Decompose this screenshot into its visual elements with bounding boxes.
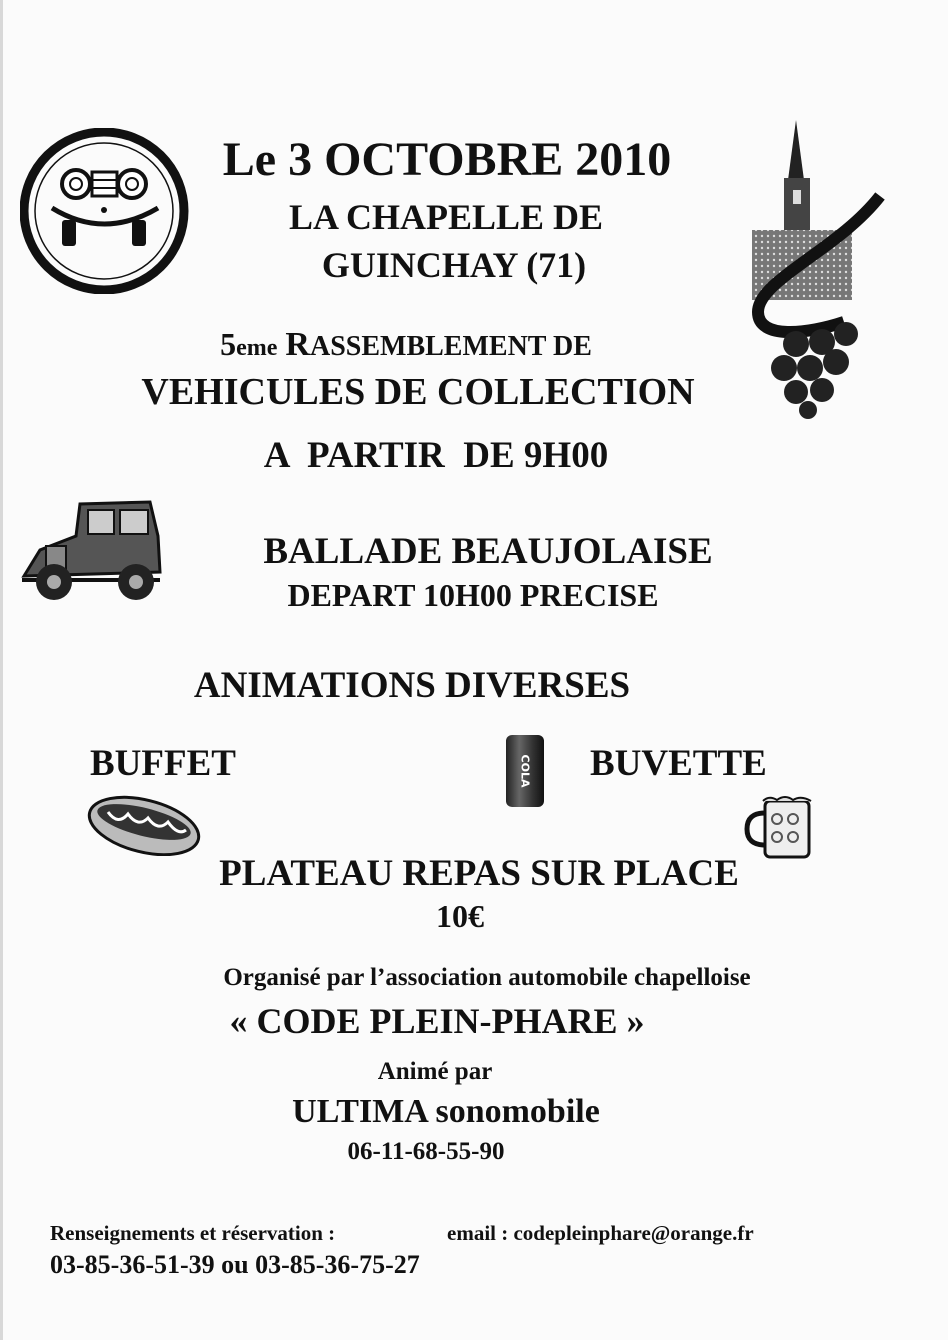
animator-name: ULTIMA sonomobile bbox=[292, 1093, 600, 1130]
vintage-car-icon bbox=[20, 496, 165, 606]
contact-info-label: Renseignements et réservation : bbox=[50, 1221, 336, 1245]
rally-initial: R bbox=[285, 326, 310, 363]
cola-can-text: COLA bbox=[518, 754, 532, 788]
plateau-price: 10€ bbox=[436, 898, 484, 934]
animator-phone: 06-11-68-55-90 bbox=[347, 1138, 505, 1165]
ballade-departure: DEPART 10H00 PRECISE bbox=[287, 577, 659, 613]
event-place-line2: GUINCHAY (71) bbox=[321, 245, 587, 285]
beer-mug-icon bbox=[743, 795, 819, 861]
organizer-name: « CODE PLEIN-PHARE » bbox=[229, 1001, 645, 1041]
contact-email[interactable]: email : codepleinphare@orange.fr bbox=[447, 1221, 754, 1245]
rally-start-time: A PARTIR DE 9H00 bbox=[263, 435, 609, 476]
event-place-line1: LA CHAPELLE DE bbox=[288, 197, 604, 237]
buvette-label: BUVETTE bbox=[590, 743, 767, 784]
scan-edge bbox=[0, 0, 3, 1340]
church-grapes-icon bbox=[748, 120, 888, 420]
rally-title-line2: VEHICULES DE COLLECTION bbox=[141, 371, 695, 413]
rally-number: 5 bbox=[220, 326, 237, 362]
animations-heading: ANIMATIONS DIVERSES bbox=[193, 665, 631, 706]
rally-title-rest: ASSEMBLEMENT DE bbox=[309, 331, 592, 362]
organizer-intro: Organisé par l’association automobile chapelloise bbox=[223, 964, 751, 991]
buffet-label: BUFFET bbox=[90, 743, 236, 784]
club-logo-icon bbox=[20, 128, 190, 294]
hotdog-icon bbox=[86, 792, 204, 856]
animated-by-label: Animé par bbox=[377, 1058, 493, 1085]
contact-phones: 03-85-36-51-39 ou 03-85-36-75-27 bbox=[50, 1250, 420, 1279]
ballade-title: BALLADE BEAUJOLAISE bbox=[263, 531, 713, 572]
rally-title-line1 bbox=[220, 326, 592, 364]
event-date: Le 3 OCTOBRE 2010 bbox=[222, 133, 672, 186]
rally-number-suffix: eme bbox=[236, 335, 278, 361]
plateau-repas: PLATEAU REPAS SUR PLACE bbox=[219, 853, 739, 894]
cola-can-icon bbox=[506, 735, 544, 807]
